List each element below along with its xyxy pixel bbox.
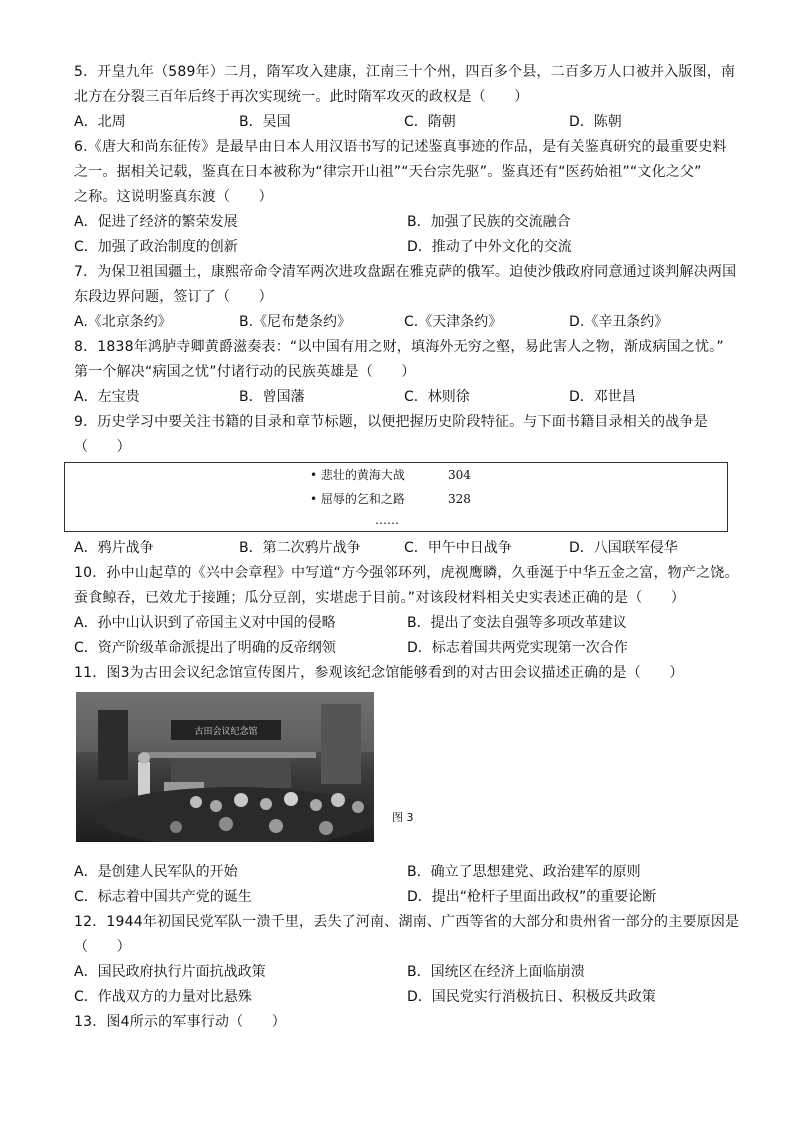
- q12-option-b[interactable]: B．国统区在经济上面临崩溃: [407, 964, 585, 980]
- q12-options-row2: [74, 985, 734, 1010]
- q7-stem-line2: 东段边界问题，签订了（ ）: [74, 289, 273, 305]
- toc-entry-1: [310, 464, 471, 486]
- q11-option-b[interactable]: B．确立了思想建党、政治建军的原则: [407, 864, 641, 880]
- toc-entry-2-title: • 屈辱的乞和之路: [310, 492, 405, 506]
- q7-stem-line1: 7．为保卫祖国疆土，康熙帝命令清军两次进攻盘踞在雅克萨的俄军。迫使沙俄政府同意通过谈判解决两国: [74, 264, 737, 280]
- q12-options-row1: [74, 960, 734, 985]
- q9-option-c[interactable]: C．甲午中日战争: [404, 540, 512, 556]
- q12-stem-line1: 12．1944年初国民党军队一溃千里，丢失了河南、湖南、广西等省的大部分和贵州省一部分的主要原因是: [74, 914, 740, 930]
- q12-option-c[interactable]: C．作战双方的力量对比悬殊: [74, 989, 252, 1005]
- q9-option-a[interactable]: A．鸦片战争: [74, 540, 154, 556]
- q8-option-a[interactable]: A．左宝贵: [74, 389, 140, 405]
- toc-entry-1-title: • 悲壮的黄海大战: [310, 468, 405, 482]
- q6-options-row2: [74, 235, 734, 260]
- q6-options-row1: [74, 210, 734, 235]
- q11-option-a[interactable]: A．是创建人民军队的开始: [74, 864, 238, 880]
- toc-entry-2-page: 328: [448, 492, 471, 506]
- q13-stem-line1: 13．图4所示的军事行动（ ）: [74, 1014, 286, 1030]
- q9-option-b[interactable]: B．第二次鸦片战争: [239, 540, 361, 556]
- q10-option-c[interactable]: C．资产阶级革命派提出了明确的反帝纲领: [74, 640, 336, 656]
- q5-option-a[interactable]: A．北周: [74, 114, 126, 130]
- q11-option-d[interactable]: D．提出“枪杆子里面出政权”的重要论断: [407, 889, 657, 905]
- q10-option-d[interactable]: D．标志着国共两党实现第一次合作: [407, 640, 628, 656]
- q7-option-c[interactable]: C.《天津条约》: [404, 314, 503, 330]
- q8-option-b[interactable]: B．曾国藩: [239, 389, 305, 405]
- toc-entry-1-page: 304: [448, 468, 471, 482]
- q10-option-b[interactable]: B．提出了变法自强等多项改革建议: [407, 615, 627, 631]
- q10-stem-line2: 蚕食鲸吞，已效尤于接踵；瓜分豆剖，实堪虑于目前。”对该段材料相关史实表述正确的是（ ）: [74, 590, 686, 606]
- q12-option-d[interactable]: D．国民党实行消极抗日、积极反共政策: [407, 989, 656, 1005]
- book-contents-box: [64, 462, 728, 532]
- q7-option-d[interactable]: D.《辛丑条约》: [569, 314, 669, 330]
- q11-option-c[interactable]: C．标志着中国共产党的诞生: [74, 889, 252, 905]
- figure-3-label: 图 3: [392, 811, 414, 824]
- figure-3: [74, 692, 734, 852]
- q7-option-b[interactable]: B.《尼布楚条约》: [239, 314, 352, 330]
- q11-options-row1: [74, 860, 734, 885]
- q5-stem-line1: 5．开皇九年（589年）二月，隋军攻入建康，江南三十个州，四百多个县，二百多万人口被并入版图，南: [74, 64, 736, 80]
- q5-option-b[interactable]: B．吴国: [239, 114, 291, 130]
- q6-stem-line2: 之一。据相关记载，鉴真在日本被称为“律宗开山祖”“天台宗先驱”。鉴真还有“医药始祖”“文化之父”: [74, 164, 702, 180]
- toc-ellipsis: ……: [375, 513, 399, 527]
- memorial-sign-text: 古田会议纪念馆: [194, 727, 258, 737]
- exam-page: [74, 60, 740, 1035]
- q8-option-d[interactable]: D．邓世昌: [569, 389, 636, 405]
- q6-option-c[interactable]: C．加强了政治制度的创新: [74, 239, 238, 255]
- q8-option-c[interactable]: C．林则徐: [404, 389, 470, 405]
- gutian-memorial-photo: [76, 692, 374, 842]
- q5-options: [74, 110, 734, 135]
- q12-stem-line2: （ ）: [74, 939, 131, 955]
- q5-stem-line2: 北方在分裂三百年后终于再次实现统一。此时隋军攻灭的政权是（ ）: [74, 89, 529, 105]
- q7-options: [74, 310, 734, 335]
- q6-stem-line1: 6.《唐大和尚东征传》是最早由日本人用汉语书写的记述鉴真事迹的作品，是有关鉴真研究的最重要史料: [74, 139, 727, 155]
- q6-option-a[interactable]: A．促进了经济的繁荣发展: [74, 214, 238, 230]
- q6-option-d[interactable]: D．推动了中外文化的交流: [407, 239, 572, 255]
- toc-entry-2: [310, 488, 471, 510]
- q8-stem-line1: 8．1838年鸿胪寺卿黄爵滋奏表：“以中国有用之财，填海外无穷之壑，易此害人之物，渐成病国之忧。”: [74, 339, 724, 355]
- q12-option-a[interactable]: A．国民政府执行片面抗战政策: [74, 964, 266, 980]
- q8-options: [74, 385, 734, 410]
- q5-option-d[interactable]: D．陈朝: [569, 114, 622, 130]
- q9-stem-line2: （ ）: [74, 439, 131, 455]
- q7-option-a[interactable]: A.《北京条约》: [74, 314, 172, 330]
- q10-options-row2: [74, 636, 734, 661]
- q6-stem-line3: 之称。这说明鉴真东渡（ ）: [74, 189, 273, 205]
- q8-stem-line2: 第一个解决“病国之忧”付诸行动的民族英雄是（ ）: [74, 364, 416, 380]
- q10-option-a[interactable]: A．孙中山认识到了帝国主义对中国的侵略: [74, 615, 336, 631]
- q9-options: [74, 536, 734, 561]
- q11-stem-line1: 11．图3为古田会议纪念馆宣传图片，参观该纪念馆能够看到的对古田会议描述正确的是（ ）: [74, 665, 684, 681]
- q5-option-c[interactable]: C．隋朝: [404, 114, 456, 130]
- q10-stem-line1: 10．孙中山起草的《兴中会章程》中写道“方今强邻环列，虎视鹰瞵，久垂涎于中华五金之富，物产之饶。: [74, 565, 739, 581]
- q6-option-b[interactable]: B．加强了民族的交流融合: [407, 214, 571, 230]
- q11-options-row2: [74, 885, 734, 910]
- q9-option-d[interactable]: D．八国联军侵华: [569, 540, 678, 556]
- q9-stem-line1: 9．历史学习中要关注书籍的目录和章节标题，以便把握历史阶段特征。与下面书籍目录相关的战争是: [74, 414, 708, 430]
- q10-options-row1: [74, 611, 734, 636]
